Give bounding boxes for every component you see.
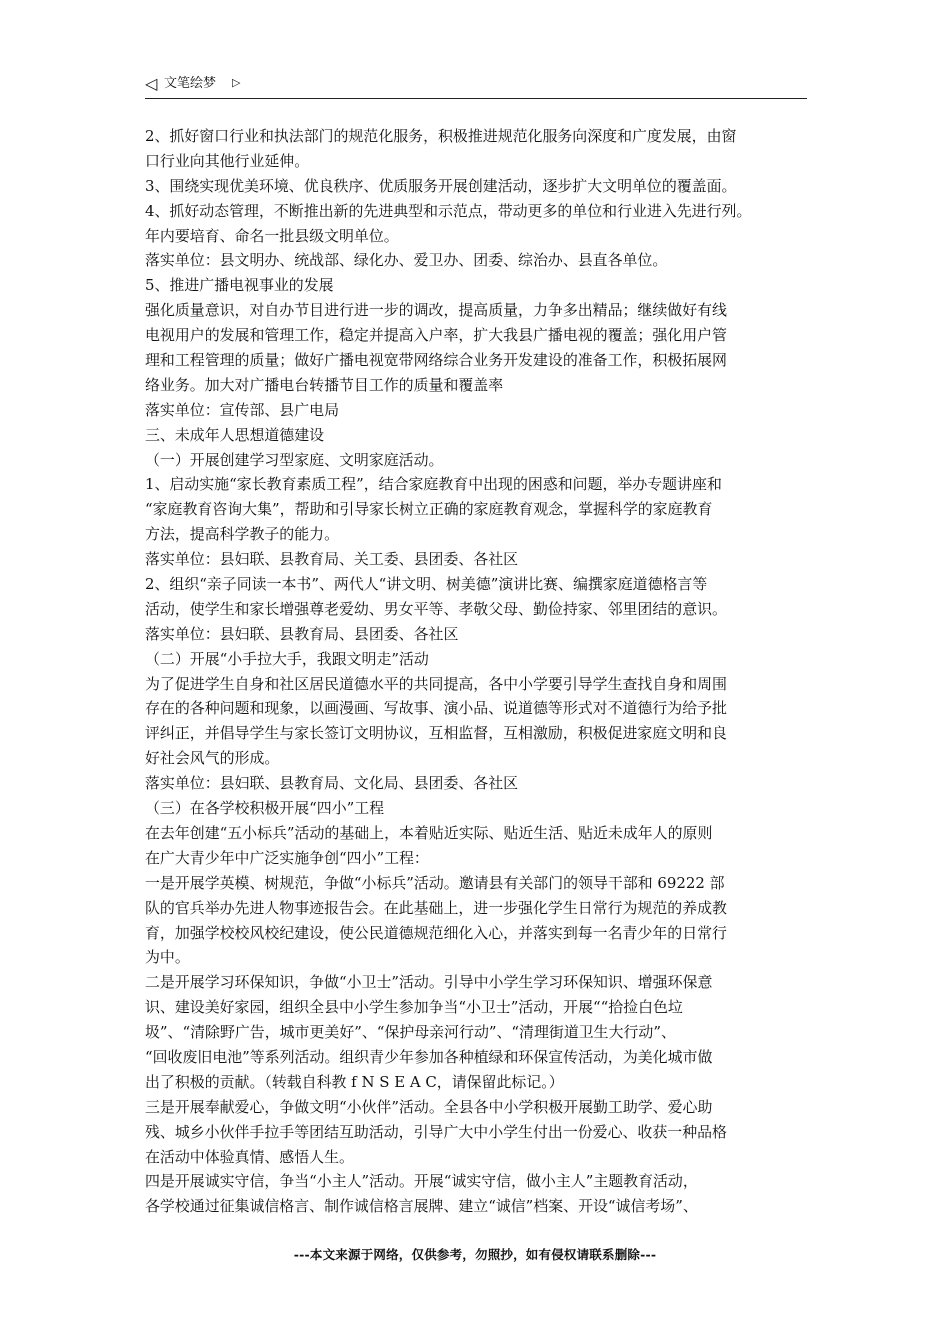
page-header <box>145 74 807 99</box>
text-line: 在去年创建“五小标兵”活动的基础上，本着贴近实际、贴近生活、贴近未成年人的原则 <box>145 823 713 842</box>
text-line: 强化质量意识，对自办节目进行进一步的调改，提高质量，力争多出精品；继续做好有线 <box>145 301 727 320</box>
text-line: 在活动中体验真情、感悟人生。 <box>145 1147 354 1166</box>
text-line: 为了促进学生自身和社区居民道德水平的共同提高，各中小学要引导学生查找自身和周围 <box>145 674 727 693</box>
text-line: 2、组织“亲子同读一本书”、两代人“讲文明、树美德”演讲比赛、编撰家庭道德格言等 <box>145 575 708 594</box>
text-line: 残、城乡小伙伴手拉手等团结互助活动，引导广大中小学生付出一份爱心、收获一种品格 <box>145 1122 727 1141</box>
text-line: 在广大青少年中广泛实施争创“四小”工程： <box>145 848 429 867</box>
text-line: 落实单位：宣传部、县广电局 <box>145 400 339 419</box>
text-line: 理和工程管理的质量；做好广播电视宽带网络综合业务开发建设的准备工作，积极拓展网 <box>145 351 727 370</box>
text-line: （一）开展创建学习型家庭、文明家庭活动。 <box>145 450 444 469</box>
text-line: 一是开展学英模、树规范，争做“小标兵”活动。邀请县有关部门的领导干部和 69222 部 <box>145 873 725 892</box>
text-line: 活动，使学生和家长增强尊老爱幼、男女平等、孝敬父母、勤俭持家、邻里团结的意识。 <box>145 599 727 618</box>
text-line: 落实单位：县妇联、县教育局、关工委、县团委、各社区 <box>145 550 519 569</box>
header-title: 文笔绘梦 <box>164 76 217 91</box>
footer-disclaimer: ---本文来源于网络，仅供参考，勿照抄，如有侵权请联系删除--- <box>293 1247 657 1262</box>
text-line: 各学校通过征集诚信格言、制作诚信格言展牌、建立“诚信”档案、开设“诚信考场”、 <box>145 1197 698 1216</box>
text-line: 二是开展学习环保知识，争做“小卫士”活动。引导中小学生学习环保知识、增强环保意 <box>145 973 713 992</box>
text-line: 为中。 <box>145 948 190 967</box>
text-line: 5、推进广播电视事业的发展 <box>145 276 334 295</box>
text-line: 评纠正，并倡导学生与家长签订文明协议，互相监督，互相激励，积极促进家庭文明和良 <box>145 724 727 743</box>
text-line: 四是开展诚实守信，争当“小主人”活动。开展“诚实守信，做小主人”主题教育活动， <box>145 1172 698 1191</box>
text-line: 落实单位：县妇联、县教育局、县团委、各社区 <box>145 624 459 643</box>
triangle-right-outline-icon: ▷ <box>232 76 241 89</box>
text-line: 好社会风气的形成。 <box>145 749 280 768</box>
text-line: 络业务。加大对广播电台转播节目工作的质量和覆盖率 <box>145 375 504 394</box>
text-line: 电视用户的发展和管理工作，稳定并提高入户率，扩大我县广播电视的覆盖；强化用户管 <box>145 326 727 345</box>
document-body <box>145 124 810 1219</box>
text-line: 年内要培育、命名一批县级文明单位。 <box>145 226 399 245</box>
text-line: 口行业向其他行业延伸。 <box>145 151 310 170</box>
text-line: 三是开展奉献爱心，争做文明“小伙伴”活动。全县各中小学积极开展勤工助学、爱心助 <box>145 1097 713 1116</box>
text-line: 4、抓好动态管理，不断推出新的先进典型和示范点，带动更多的单位和行业进入先进行列。 <box>145 201 752 220</box>
text-line: 识、建设美好家园，组织全县中小学生参加争当“小卫士”活动，开展““拾捡白色垃 <box>145 998 683 1017</box>
text-line: 圾”、“清除野广告，城市更美好”、“保护母亲河行动”、“清理街道卫生大行动”、 <box>145 1023 676 1042</box>
text-line: 三、未成年人思想道德建设 <box>145 425 325 444</box>
text-line: “回收废旧电池”等系列活动。组织青少年参加各种植绿和环保宣传活动，为美化城市做 <box>145 1047 713 1066</box>
text-line: 落实单位：县文明办、统战部、绿化办、爱卫办、团委、综治办、县直各单位。 <box>145 251 668 270</box>
text-line: 出了积极的贡献。（转载自科教 f N S E A C，请保留此标记。） <box>145 1072 564 1091</box>
text-line: 2、抓好窗口行业和执法部门的规范化服务，积极推进规范化服务向深度和广度发展，由窗 <box>145 127 737 145</box>
text-line: 1、启动实施“家长教育素质工程”，结合家庭教育中出现的困惑和问题，举办专题讲座和 <box>145 475 722 494</box>
text-line: 方法，提高科学教子的能力。 <box>145 525 339 544</box>
text-line: 存在的各种问题和现象，以画漫画、写故事、演小品、说道德等形式对不道德行为给予批 <box>145 699 727 718</box>
text-line: （三）在各学校积极开展“四小”工程 <box>145 799 385 818</box>
text-line: 队的官兵举办先进人物事迹报告会。在此基础上，进一步强化学生日常行为规范的养成教 <box>145 898 727 917</box>
text-line: 3、围绕实现优美环境、优良秩序、优质服务开展创建活动，逐步扩大文明单位的覆盖面。 <box>145 176 737 195</box>
triangle-left-outline-icon: ◁ <box>145 74 158 93</box>
text-line: 育，加强学校校风校纪建设，使公民道德规范细化入心，并落实到每一名青少年的日常行 <box>145 923 727 942</box>
text-line: 落实单位：县妇联、县教育局、文化局、县团委、各社区 <box>145 774 519 793</box>
text-line: “家庭教育咨询大集”，帮助和引导家长树立正确的家庭教育观念，掌握科学的家庭教育 <box>145 500 713 519</box>
text-line: （二）开展“小手拉大手，我跟文明走”活动 <box>145 649 429 668</box>
